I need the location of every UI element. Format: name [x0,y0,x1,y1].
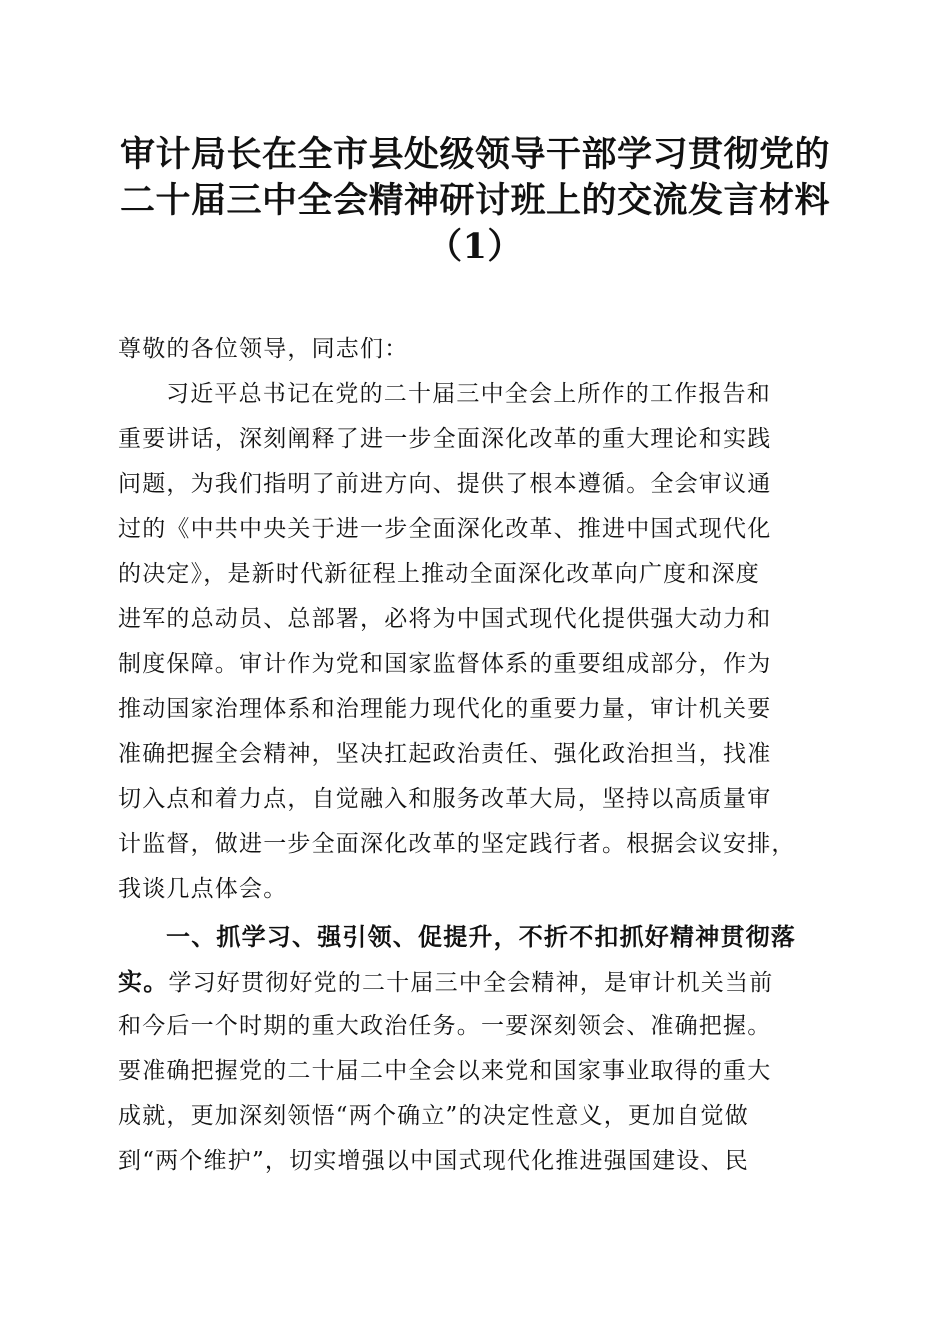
paragraph-line: 重要讲话，深刻阐释了进一步全面深化改革的重大理论和实践 [118,426,772,452]
section-heading-end: 实。 [118,967,169,996]
paragraph-line: 到“两个维护”，切实增强以中国式现代化推进强国建设、民 [118,1148,749,1174]
salutation: 尊敬的各位领导，同志们： [118,336,409,362]
document-title [100,132,850,270]
paragraph-line: 和今后一个时期的重大政治任务。一要深刻领会、准确把握。 [118,1013,772,1039]
paragraph-line: 过的《中共中央关于进一步全面深化改革、推进中国式现代化 [118,516,772,542]
paragraph-line: 制度保障。审计作为党和国家监督体系的重要组成部分，作为 [118,651,772,677]
paragraph-line: 推动国家治理体系和治理能力现代化的重要力量，审计机关要 [118,696,772,722]
section-heading: 一、抓学习、强引领、促提升，不折不扣抓好精神贯彻落 [166,922,796,951]
section-text: 学习好贯彻好党的二十届三中全会精神，是审计机关当前 [168,970,774,996]
paragraph-line: 要准确把握党的二十届二中全会以来党和国家事业取得的重大 [118,1058,772,1084]
paragraph-line: 进军的总动员、总部署，必将为中国式现代化提供强大动力和 [118,606,772,632]
paragraph-line: 切入点和着力点，自觉融入和服务改革大局，坚持以高质量审 [118,786,772,812]
paragraph-line: 习近平总书记在党的二十届三中全会上所作的工作报告和 [166,381,771,407]
paragraph-line: 准确把握全会精神，坚决扛起政治责任、强化政治担当，找准 [118,741,772,767]
title-line-3: （1） [427,226,523,267]
paragraph-line: 计监督，做进一步全面深化改革的坚定践行者。根据会议安排， [118,831,796,857]
title-line-1: 审计局长在全市县处级领导干部学习贯彻党的 [119,134,830,175]
paragraph-line: 成就，更加深刻领悟“两个确立”的决定性意义，更加自觉做 [118,1103,749,1129]
paragraph-line: 的决定》，是新时代新征程上推动全面深化改革向广度和深度 [118,561,760,587]
paragraph-line: 问题，为我们指明了前进方向、提供了根本遵循。全会审议通 [118,471,772,497]
title-line-2: 二十届三中全会精神研讨班上的交流发言材料 [119,180,830,221]
section-first-line [118,959,834,1004]
paragraph-line: 我谈几点体会。 [118,876,288,902]
document-body [118,327,834,1184]
